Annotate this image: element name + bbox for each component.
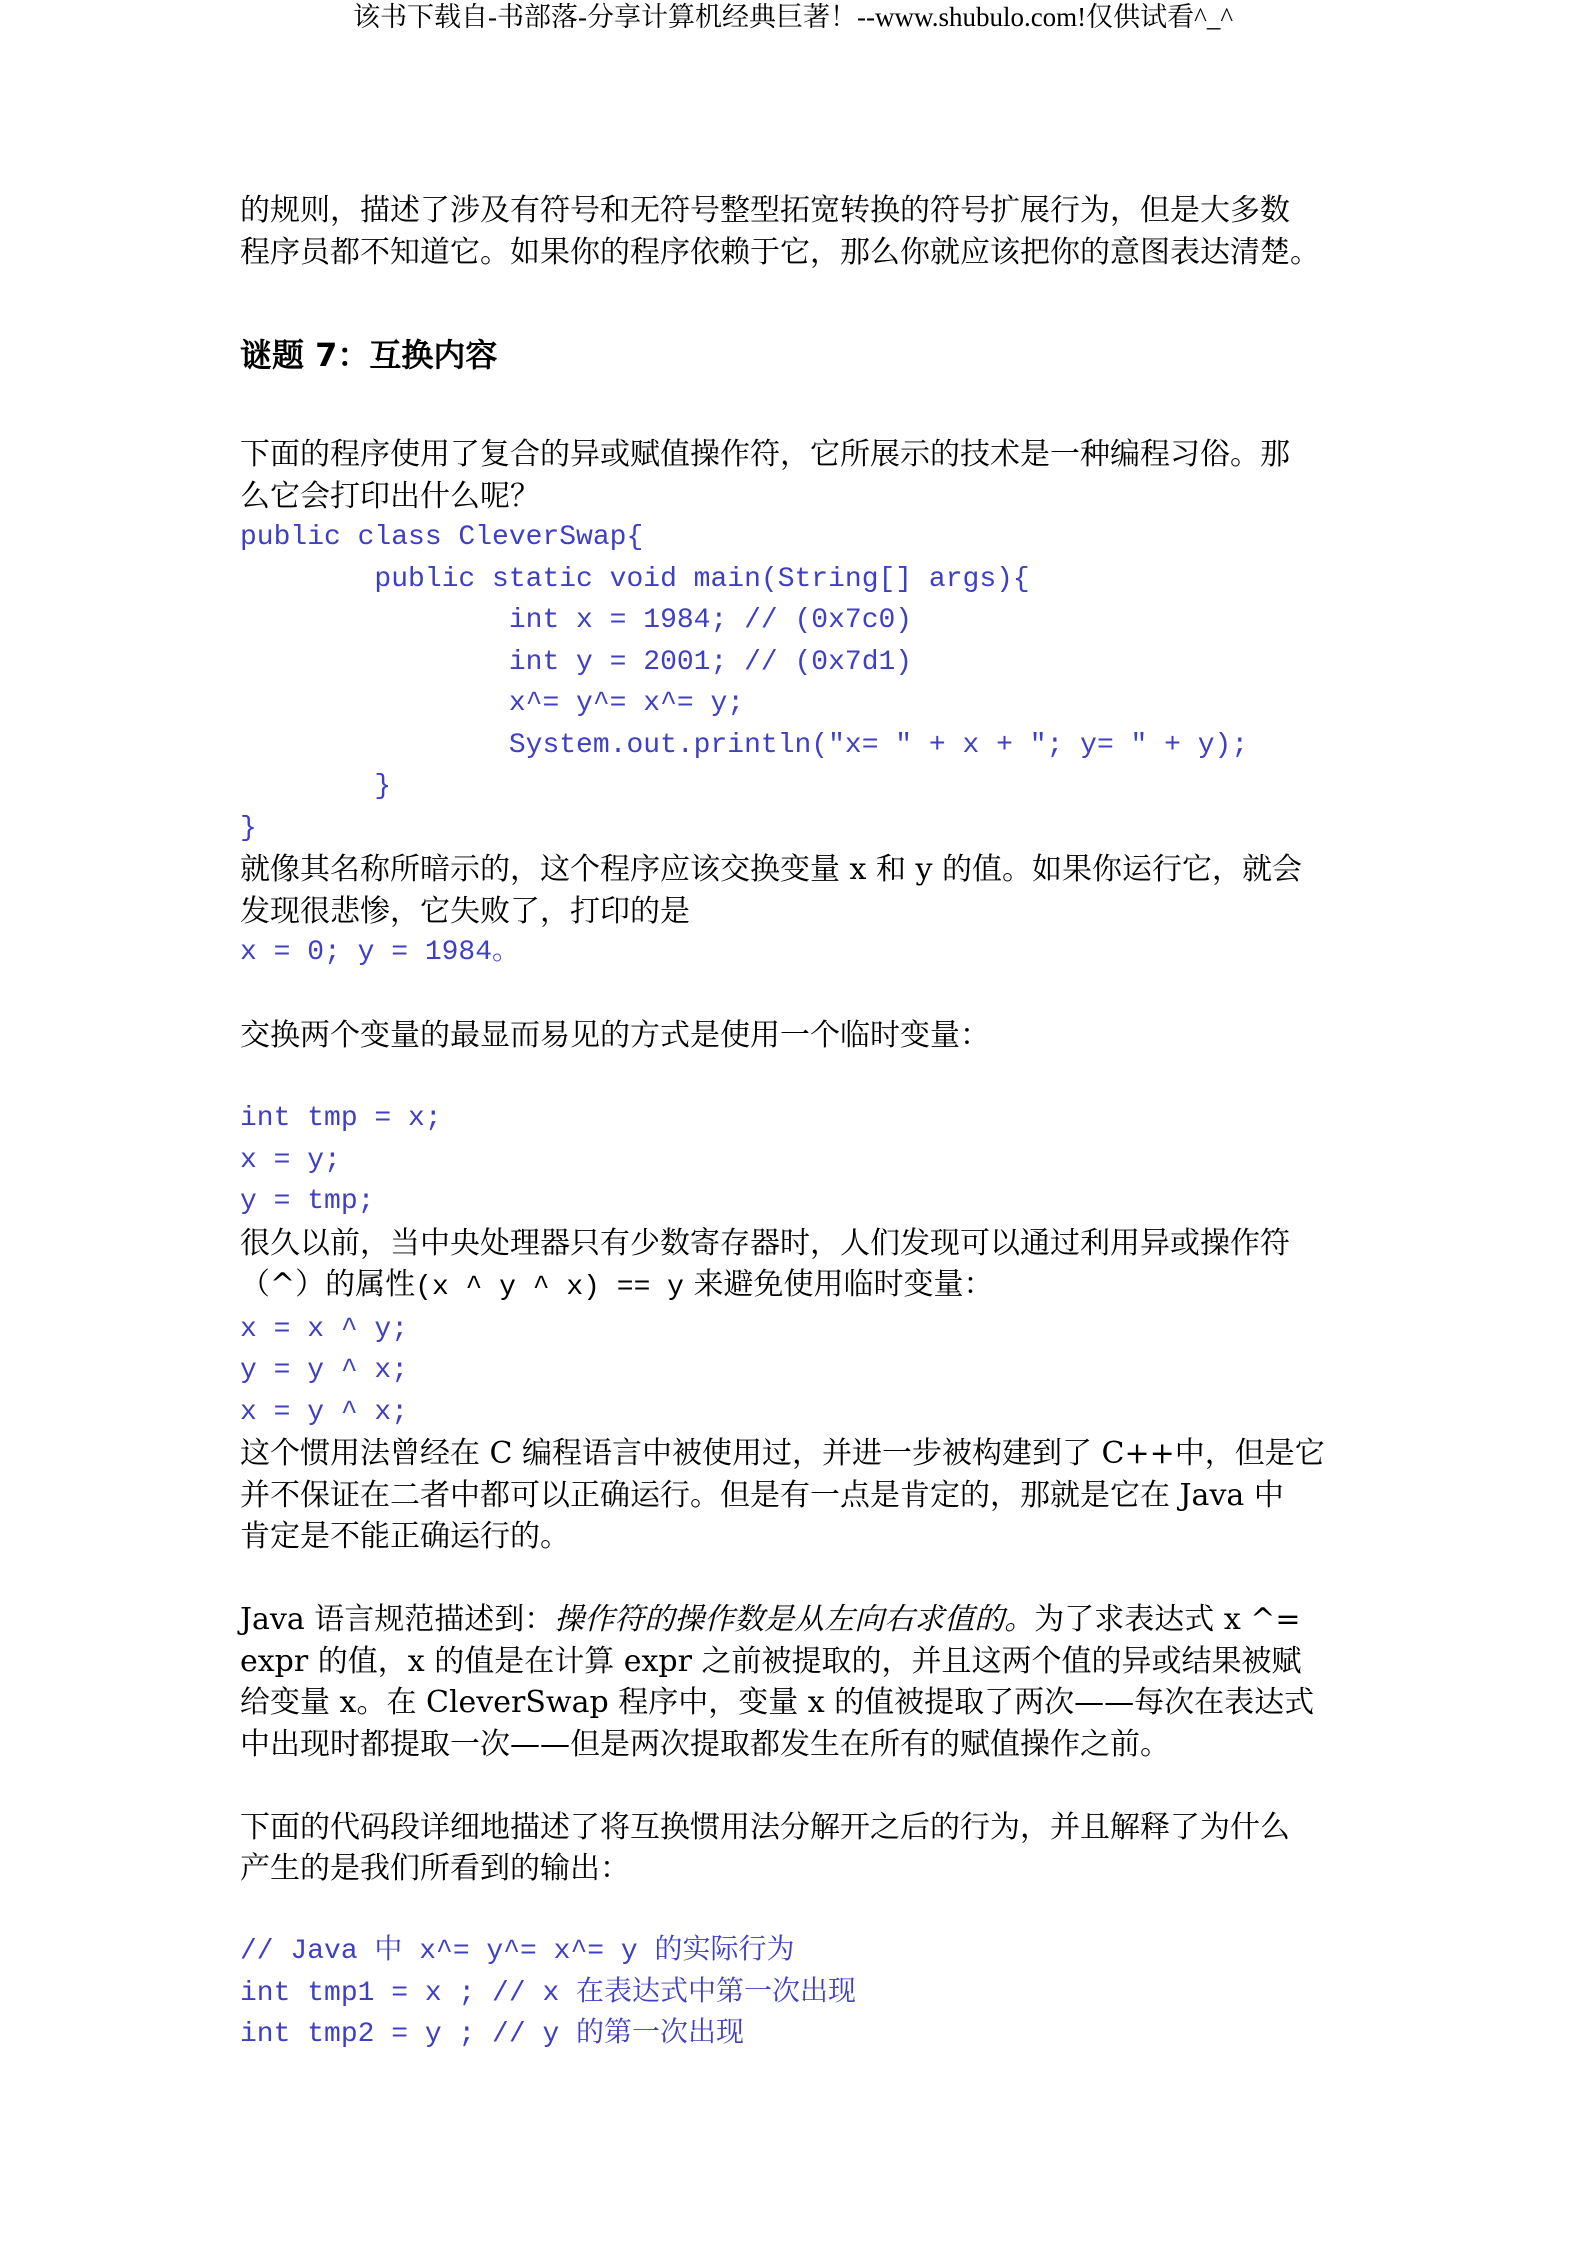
intro-line-2: 程序员都不知道它。如果你的程序依赖于它，那么你就应该把你的意图表达清楚。	[240, 234, 1320, 270]
xor-intro-text: （^）的属性	[240, 1267, 416, 1302]
jls-text: Java 语言规范描述到：	[240, 1602, 555, 1637]
spacer	[240, 1558, 1352, 1600]
spacer	[240, 1765, 1352, 1807]
spacer	[240, 315, 1352, 335]
code-line: }	[240, 812, 257, 844]
idiom-line-3: 肯定是不能正确运行的。	[240, 1519, 570, 1554]
xor-code-block	[240, 1309, 1352, 1434]
code-line: int tmp2 = y ; // y 的第一次出现	[240, 2019, 745, 2050]
code-line: int x = 1984; // (0x7c0)	[240, 605, 913, 636]
code-line: int tmp = x;	[240, 1103, 442, 1134]
idiom-line-1: 这个惯用法曾经在 C 编程语言中被使用过，并进一步被构建到了 C++中，但是它	[240, 1436, 1325, 1471]
document-page	[240, 190, 1352, 2056]
jls-line-2: expr 的值，x 的值是在计算 expr 之前被提取的，并且这两个值的异或结果被赋	[240, 1643, 1302, 1679]
code-line: int tmp1 = x ; // x 在表达式中第一次出现	[240, 1977, 857, 2009]
xor-property-code: (x ^ y ^ x) == y	[415, 1272, 684, 1303]
question-line-2: 么它会打印出什么呢？	[240, 478, 540, 514]
spacer	[240, 376, 1352, 434]
spacer	[240, 1057, 1352, 1099]
jls-line-3: 给变量 x。在 CleverSwap 程序中，变量 x 的值被提取了两次——每次在表达式	[240, 1685, 1315, 1720]
code-line: y = y ^ x;	[240, 1355, 409, 1386]
code-line: int y = 2001; // (0x7d1)	[240, 646, 913, 678]
code-line: public class CleverSwap{	[240, 522, 644, 553]
code-line: public static void main(String[] args){	[240, 563, 1030, 595]
jls-quote: 操作符的操作数是从左向右求值的。	[554, 1602, 1035, 1637]
breakdown-line-1: 下面的代码段详细地描述了将互换惯用法分解开之后的行为，并且解释了为什么	[240, 1809, 1290, 1845]
jls-line-4: 中出现时都提取一次——但是两次提取都发生在所有的赋值操作之前。	[240, 1726, 1170, 1762]
code-line: }	[240, 771, 392, 802]
spacer	[240, 1890, 1352, 1932]
code-line: x^= y^= x^= y;	[240, 688, 745, 719]
section-heading: 谜题 7：互换内容	[240, 335, 498, 374]
temp-code-block	[240, 1098, 1352, 1223]
code-line: x = x ^ y;	[240, 1313, 409, 1345]
xor-intro-text: 来避免使用临时变量：	[693, 1267, 994, 1302]
code-line: // Java 中 x^= y^= x^= y 的实际行为	[240, 1936, 795, 1967]
spacer	[240, 273, 1352, 315]
xor-intro-line-2	[240, 1264, 1352, 1309]
breakdown-code-block	[240, 1931, 1352, 2056]
code-line: x = y ^ x;	[240, 1396, 409, 1428]
intro-line-1: 的规则，描述了涉及有符号和无符号整型拓宽转换的符号扩展行为，但是大多数	[240, 193, 1290, 228]
jls-text: 为了求表达式 x ^=	[1034, 1602, 1301, 1637]
program-code-block	[240, 517, 1352, 849]
jls-line-1	[240, 1599, 1352, 1641]
breakdown-line-2: 产生的是我们所看到的输出：	[240, 1851, 630, 1886]
result-text-line-2: 发现很悲惨，它失败了，打印的是	[240, 893, 690, 929]
code-line: System.out.println("x= " + x + "; y= " + y);	[240, 729, 1249, 761]
xor-intro-line-1: 很久以前，当中央处理器只有少数寄存器时，人们发现可以通过利用异或操作符	[240, 1225, 1290, 1261]
result-text-line-1: 就像其名称所暗示的，这个程序应该交换变量 x 和 y 的值。如果你运行它，就会	[240, 852, 1303, 887]
download-banner: 该书下载自-书部落-分享计算机经典巨著！--www.shubulo.com!仅供试看^_^	[352, 2, 1234, 32]
code-line: x = y;	[240, 1144, 341, 1176]
result-output: x = 0; y = 1984。	[240, 937, 521, 968]
code-line: y = tmp;	[240, 1186, 375, 1217]
spacer	[240, 974, 1352, 1016]
question-line-1: 下面的程序使用了复合的异或赋值操作符，它所展示的技术是一种编程习俗。那	[240, 437, 1290, 472]
temp-intro: 交换两个变量的最显而易见的方式是使用一个临时变量：	[240, 1018, 990, 1053]
idiom-line-2: 并不保证在二者中都可以正确运行。但是有一点是肯定的，那就是它在 Java 中	[240, 1477, 1284, 1513]
